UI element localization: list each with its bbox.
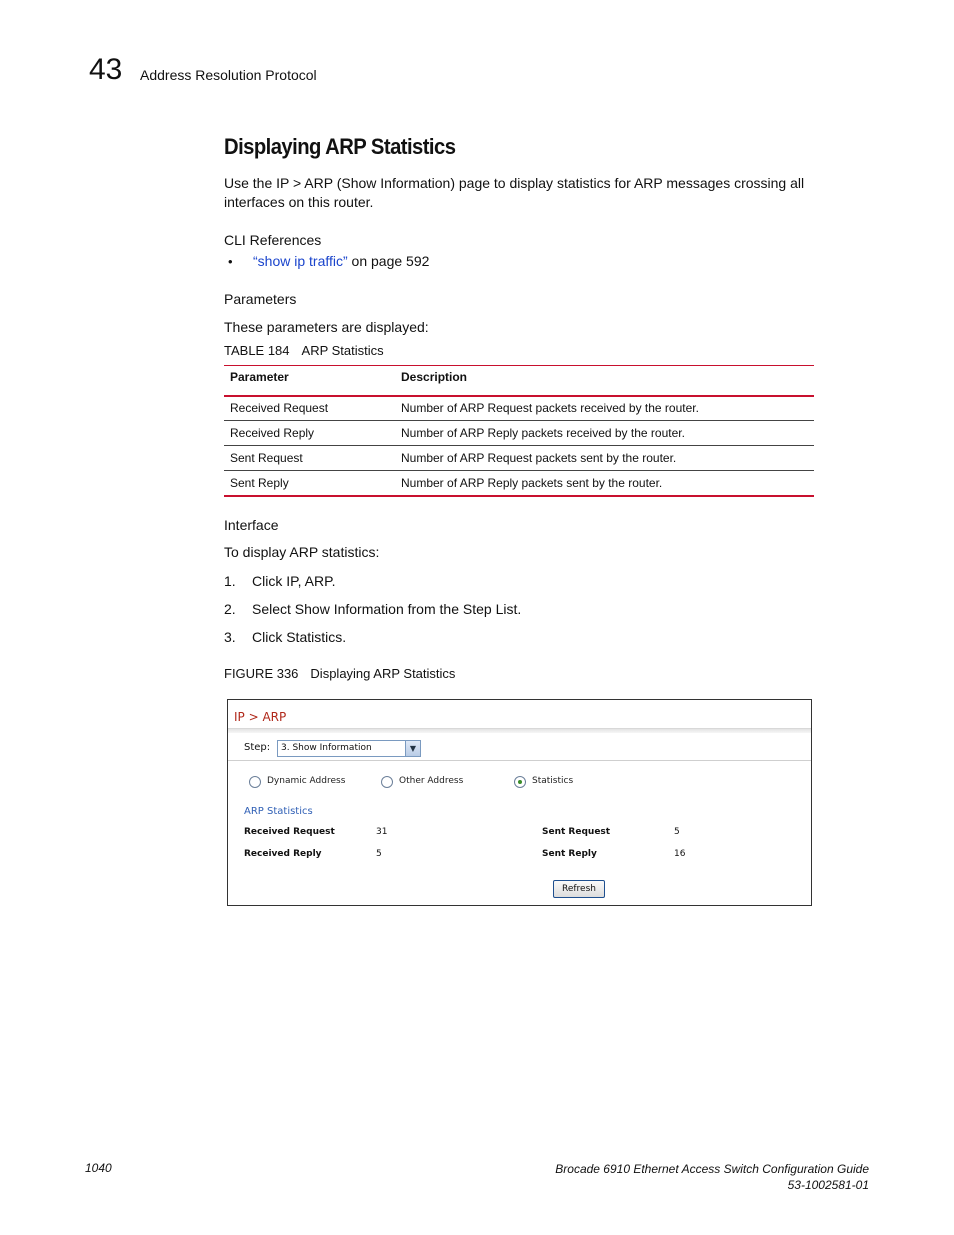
step-number: 3. [224,629,236,645]
step-item [224,572,336,591]
figure-caption-title: Displaying ARP Statistics [310,666,456,681]
radio-label-other-address: Other Address [399,776,464,786]
radio-statistics[interactable] [514,776,526,788]
show-ip-traffic-link[interactable]: “show ip traffic” [253,253,348,269]
chapter-number: 43 [89,53,123,86]
doc-number: 53-1002581-01 [787,1178,869,1192]
intro-paragraph: Use the IP > ARP (Show Information) page to display statistics for ARP messages crossing all interfaces on this router. [224,175,805,210]
table-caption [224,342,384,359]
step-label: Step: [244,742,271,753]
radio-label-statistics: Statistics [532,776,574,786]
received-request-label: Received Request [244,827,335,837]
table-cell: Number of ARP Request packets received by the router. [401,401,699,416]
sent-request-value: 5 [674,827,680,837]
bullet-icon: • [228,254,233,269]
step-number: 2. [224,601,236,617]
table-cell: Received Request [230,401,329,416]
table-caption-label: TABLE 184 [224,343,290,358]
arp-statistics-table [224,365,814,497]
table-cell: Received Reply [230,426,315,440]
figure-caption [224,665,455,682]
step-item [224,600,521,619]
parameters-text: These parameters are displayed: [224,319,429,335]
page-number: 1040 [85,1161,112,1175]
step-text: Select Show Information from the Step List. [252,601,522,617]
step-text: Click IP, ARP. [252,573,336,589]
refresh-button[interactable]: Refresh [553,880,605,898]
chapter-title: Address Resolution Protocol [140,67,317,83]
table-row [224,421,814,446]
table-cell: Number of ARP Reply packets received by the router. [401,426,685,440]
guide-title: Brocade 6910 Ethernet Access Switch Configuration Guide [555,1162,869,1176]
received-reply-label: Received Reply [244,849,322,859]
footer-info [555,1161,869,1193]
sent-request-label: Sent Request [542,827,611,837]
table-cell: Sent Request [230,451,303,465]
interface-text: To display ARP statistics: [224,544,380,560]
table-row [224,471,814,496]
table-cell: Number of ARP Reply packets sent by the router. [401,475,663,490]
sent-reply-label: Sent Reply [542,849,597,859]
parameters-heading: Parameters [224,291,297,307]
arp-statistics-screenshot [227,699,812,906]
radio-dynamic-address[interactable] [249,776,261,788]
radio-other-address[interactable] [381,776,393,788]
table-cell: Number of ARP Request packets sent by the router. [401,451,677,465]
step-select-value: 3. Show Information [281,743,372,753]
step-text: Click Statistics. [252,629,347,645]
cli-reference-page: on page 592 [347,253,430,269]
divider [228,760,811,761]
step-item [224,628,346,647]
table-row [224,396,814,421]
header-divider [228,728,811,733]
step-select[interactable] [277,740,421,757]
table-caption-title: ARP Statistics [301,343,384,358]
sent-reply-value: 16 [674,849,686,859]
table-row [224,446,814,471]
section-title: Displaying ARP Statistics [224,134,456,159]
received-request-value: 31 [376,827,388,837]
chevron-down-icon[interactable]: ▼ [405,741,420,756]
column-header-description: Description [401,370,468,384]
stats-title: ARP Statistics [244,806,313,817]
cli-references-heading: CLI References [224,232,322,248]
cli-reference-item [253,252,429,271]
table-header-row [224,366,814,396]
interface-heading: Interface [224,517,279,533]
radio-label-dynamic-address: Dynamic Address [267,776,346,786]
page-header: IP > ARP [234,710,287,724]
figure-caption-label: FIGURE 336 [224,666,299,681]
step-number: 1. [224,573,236,589]
received-reply-value: 5 [376,849,382,859]
table-cell: Sent Reply [230,475,289,490]
column-header-parameter: Parameter [230,370,289,384]
